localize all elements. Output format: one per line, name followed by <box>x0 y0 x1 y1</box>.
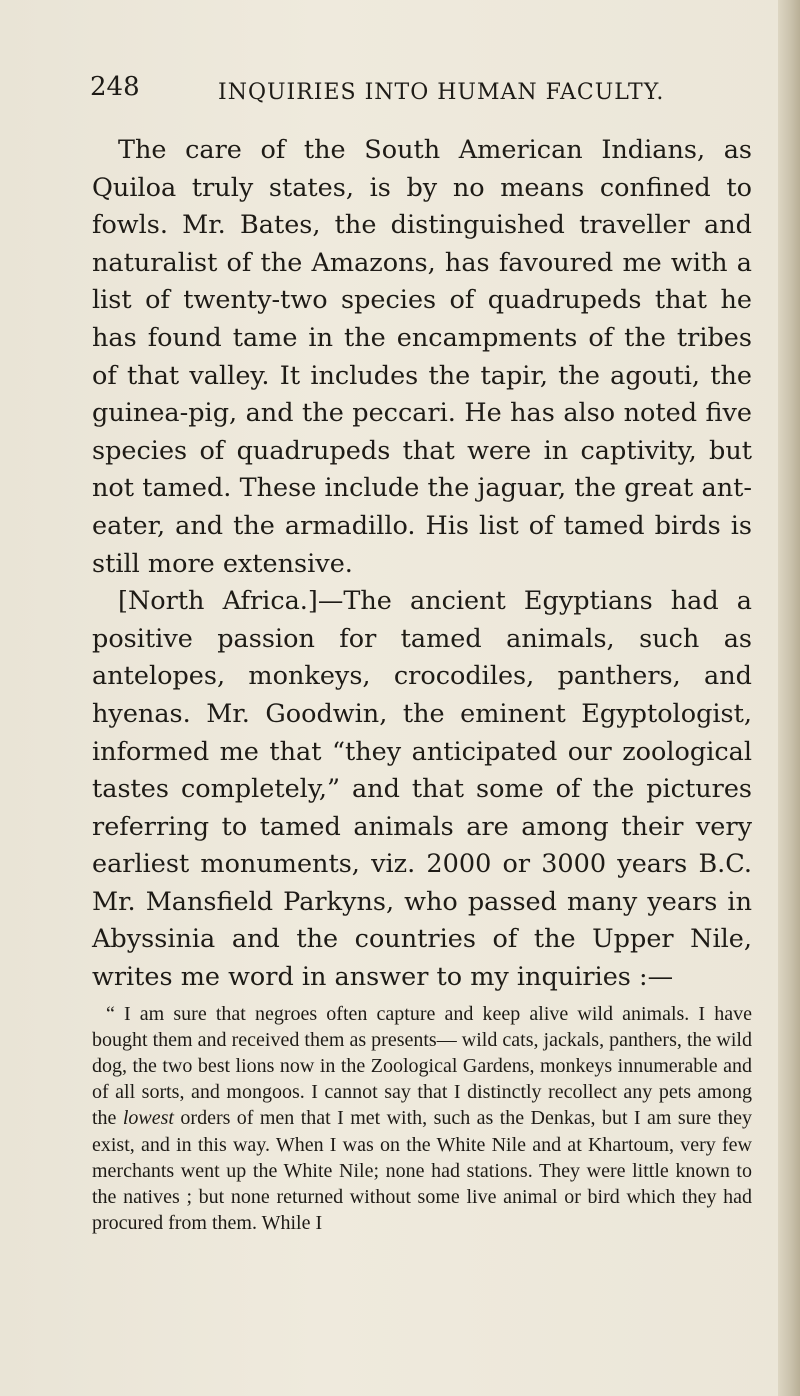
running-title: INQUIRIES INTO HUMAN FACULTY. <box>218 80 665 105</box>
running-header <box>90 72 720 112</box>
paragraph-north-africa: [North Africa.]—The ancient Egyptians had a positive passion for tamed animals, such as antelopes, monkeys, crocodiles, panthers, and hyenas. Mr. Goodwin, the eminent Egyptologist, informed me that “they anticipated our zoological tastes completely,” and that some of the pictures referring to tamed animals are among their very earliest monuments, viz. 2000 or 3000 years B.C. Mr. Mansfield Parkyns, who passed many years in Abyssinia and the countries of the Upper Nile, writes me word in answer to my inquiries :— <box>92 586 752 993</box>
quote-text-part-2: orders of men that I met with, such as the Denkas, but I am sure they exist, and in this way. When I was on the White Nile and at Khartoum, very few merchants went up the White Nile; none had stations. They were little known to the natives ; but none returned without some live animal or bird which they had procured from them. While I <box>92 1107 753 1235</box>
quote-emphasis: lowest <box>122 1107 174 1130</box>
body-text <box>92 132 752 1236</box>
page-edge-shadow <box>778 0 800 1396</box>
parkyns-quotation <box>92 1001 752 1237</box>
page-number: 248 <box>90 72 140 102</box>
paragraph-south-america: The care of the South American Indians, as Quiloa truly states, is by no means confined to fowls. Mr. Bates, the distinguished traveller and naturalist of the Amazons, has favoured me with a list of twenty-two species of quadrupeds that he has found tame in the encampments of the tribes of that valley. It includes the tapir, the agouti, the guinea-pig, and the peccari. He has also noted five species of quadrupeds that were in captivity, but not tamed. These include the jaguar, the great ant-eater, and the armadillo. His list of tamed birds is still more extensive. <box>92 135 752 579</box>
quote-text-part-1: “ I am sure that negroes often capture and keep alive wild animals. I have bought them and received them as presents— wild cats, jackals, panthers, the wild dog, the two best lions now in the Zoological Gardens, monkeys innumerable and of all sorts, and mongoos. I cannot say that I distinctly recollect any pets among the <box>92 1002 752 1130</box>
